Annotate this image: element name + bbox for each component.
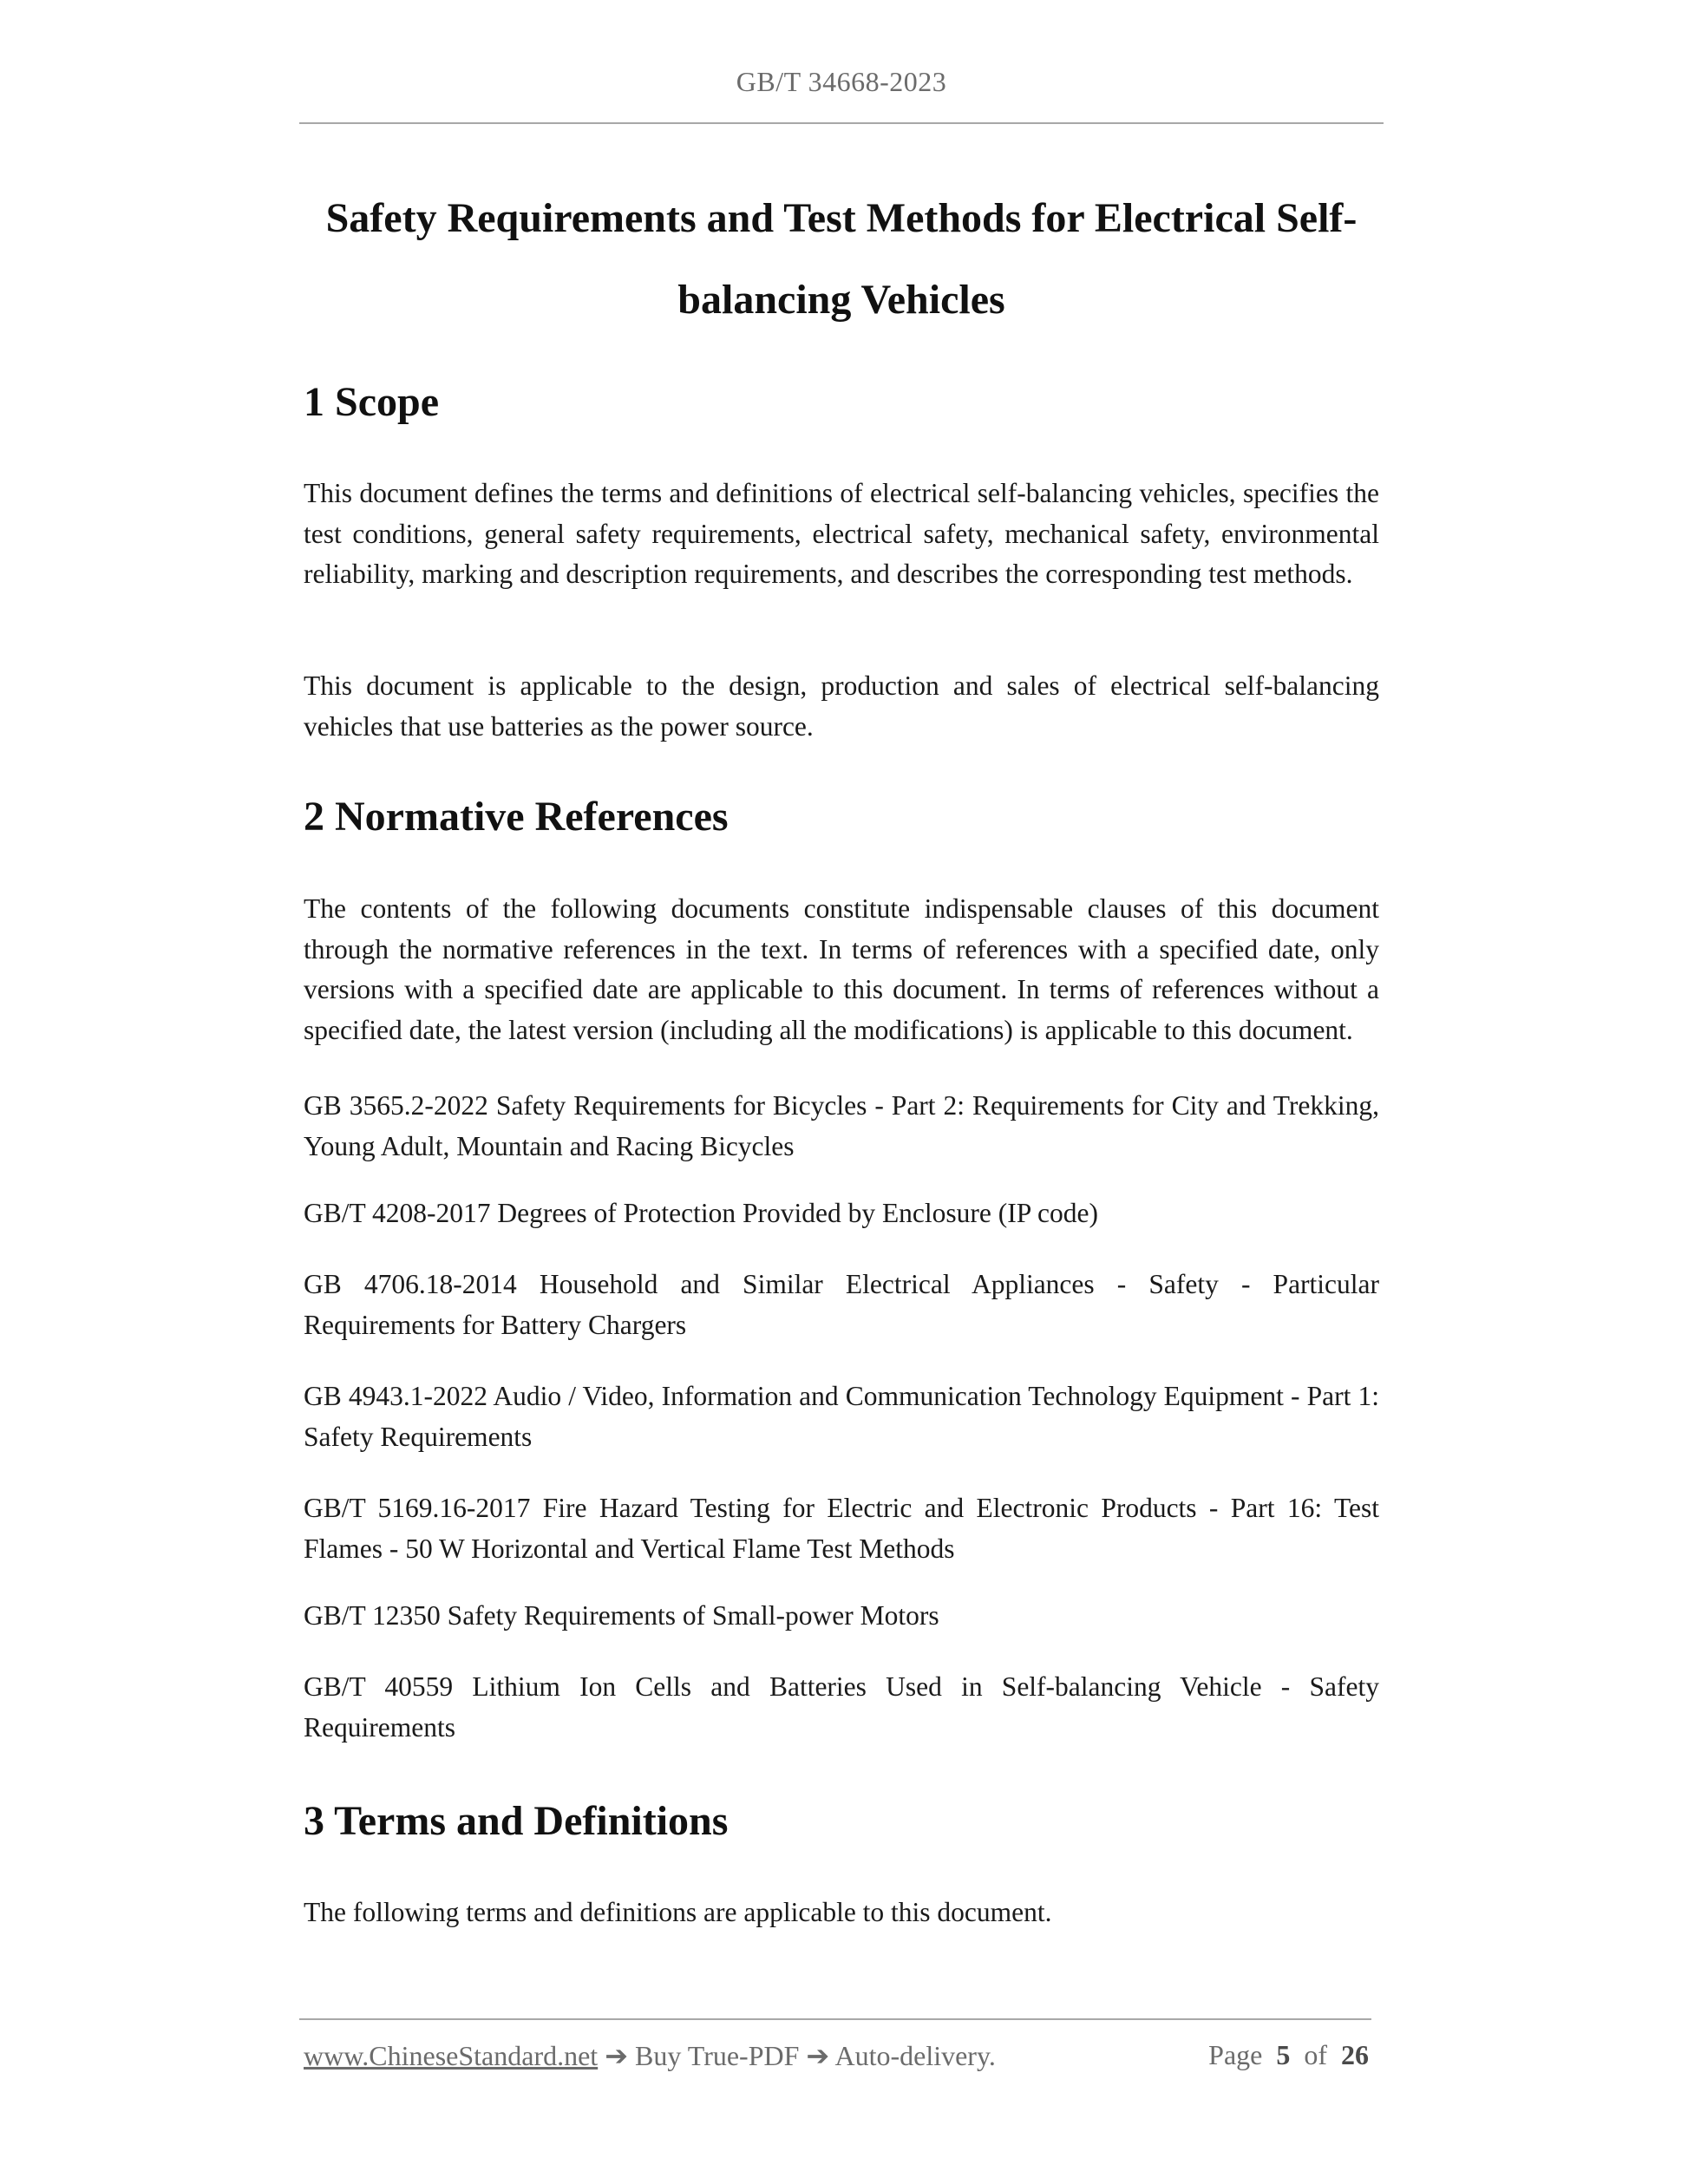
reference-item: GB 4706.18-2014 Household and Similar Electrical Appliances - Safety - Particular Requirements for Battery Chargers xyxy=(304,1269,1379,1340)
document-title-line-1: Safety Requirements and Test Methods for Electrical Self- xyxy=(325,195,1358,241)
normative-intro-paragraph: The contents of the following documents constitute indispensable clauses of this document through the normative references in the text. In terms of references with a specified date, only versions with a specified date are applicable to this document. In terms of references without a specified date, the latest version (including all the modifications) is applicable to this document. xyxy=(304,893,1379,1045)
reference-item: GB/T 4208-2017 Degrees of Protection Provided by Enclosure (IP code) xyxy=(304,1198,1098,1228)
scope-paragraph-1: This document defines the terms and definitions of electrical self-balancing vehicles, specifies the test conditions, general safety requirements, electrical safety, mechanical safety, environmental reliability, marking and description requirements, and describes the corresponding test methods. xyxy=(304,478,1379,589)
footer-divider xyxy=(299,2018,1371,2020)
section-heading-terms-definitions: 3 Terms and Definitions xyxy=(304,1798,729,1844)
reference-item: GB 4943.1-2022 Audio / Video, Information and Communication Technology Equipment - Part 1: Safety Requirements xyxy=(304,1381,1379,1452)
reference-item: GB/T 40559 Lithium Ion Cells and Batteries Used in Self-balancing Vehicle - Safety Requirements xyxy=(304,1671,1379,1743)
total-pages-number: 26 xyxy=(1341,2039,1369,2070)
terms-intro-paragraph: The following terms and definitions are applicable to this document. xyxy=(304,1897,1052,1927)
header-divider xyxy=(299,122,1384,124)
current-page-number: 5 xyxy=(1276,2039,1291,2070)
reference-item: GB/T 5169.16-2017 Fire Hazard Testing for Electric and Electronic Products - Part 16: Test Flames - 50 W Horizontal and Vertical Flame Test Methods xyxy=(304,1493,1379,1564)
of-label: of xyxy=(1304,2039,1327,2070)
auto-delivery-text: Auto-delivery. xyxy=(834,2040,996,2071)
section-heading-scope: 1 Scope xyxy=(304,379,439,425)
arrow-right-icon: ➔ xyxy=(605,2040,628,2071)
page-label: Page xyxy=(1208,2039,1263,2070)
reference-item: GB 3565.2-2022 Safety Requirements for Bicycles - Part 2: Requirements for City and Trekking, Young Adult, Mountain and Racing Bicycles xyxy=(304,1090,1379,1161)
footer-promo xyxy=(304,2039,996,2072)
document-title xyxy=(299,178,1384,341)
document-title-line-2: balancing Vehicles xyxy=(677,277,1005,323)
buy-true-pdf-text: Buy True-PDF xyxy=(635,2040,800,2071)
page-indicator xyxy=(1204,2039,1369,2071)
website-link[interactable]: www.ChineseStandard.net xyxy=(304,2040,599,2071)
doc-number-header: GB/T 34668-2023 xyxy=(736,66,947,97)
reference-item: GB/T 12350 Safety Requirements of Small-power Motors xyxy=(304,1600,939,1631)
arrow-right-icon: ➔ xyxy=(806,2040,830,2071)
scope-paragraph-2: This document is applicable to the design, production and sales of electrical self-balancing vehicles that use batteries as the power source. xyxy=(304,670,1379,742)
section-heading-normative-references: 2 Normative References xyxy=(304,794,729,840)
